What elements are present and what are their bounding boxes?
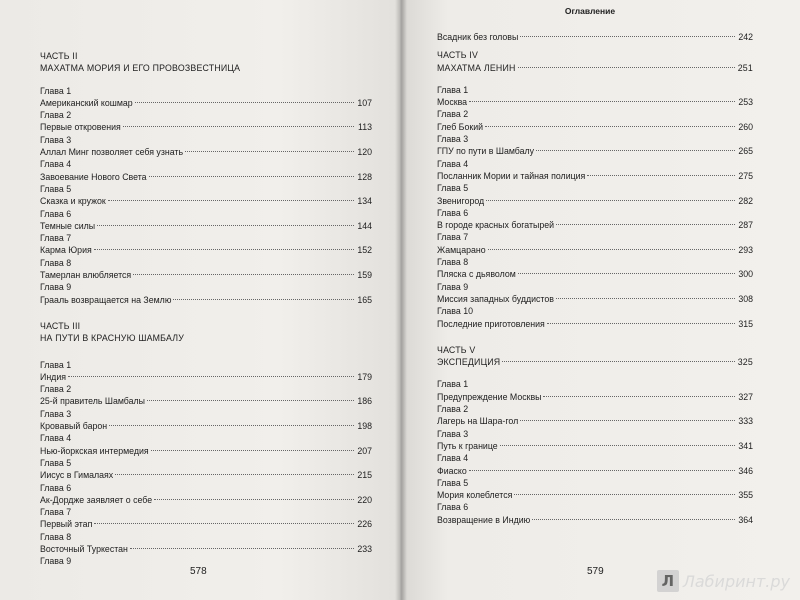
page-number: 275 <box>738 170 753 181</box>
toc-entry <box>40 371 372 383</box>
toc-entry <box>437 145 753 157</box>
page-number: 120 <box>357 147 372 158</box>
toc-entry <box>40 395 372 407</box>
chapter-title: Карма Юрия <box>40 245 92 256</box>
page-number: 207 <box>357 445 372 456</box>
page-number: 300 <box>738 269 753 280</box>
toc-chapter <box>40 183 372 208</box>
chapter-label: Глава 4 <box>40 433 72 444</box>
chapter-label: Глава 1 <box>40 85 72 96</box>
page-number: 325 <box>737 357 753 368</box>
chapter-label: Глава 9 <box>40 282 72 293</box>
page-number: 327 <box>738 391 753 402</box>
toc-part <box>437 49 753 74</box>
toc-chapter <box>40 432 372 457</box>
page-number: 293 <box>738 244 753 255</box>
chapter-label: Глава 10 <box>437 306 473 317</box>
toc-entry <box>40 269 372 281</box>
toc-chapter <box>437 501 753 526</box>
toc-entry <box>437 514 753 526</box>
toc-chapter <box>437 158 753 183</box>
page-number-right: 579 <box>587 566 604 577</box>
chapter-title: Аллал Минг позволяет себя узнать <box>40 147 184 158</box>
chapter-title: 25-й правитель Шамбалы <box>40 396 145 407</box>
toc-entry <box>437 489 753 501</box>
toc-entry <box>437 31 753 43</box>
toc-chapter <box>437 207 753 232</box>
chapter-title: ГПУ по пути в Шамбалу <box>437 146 535 157</box>
chapter-title: Жамцарано <box>437 244 486 255</box>
toc-entry <box>40 220 372 232</box>
chapter-label: Глава 3 <box>437 134 469 145</box>
chapter-title: Завоевание Нового Света <box>40 171 147 182</box>
page-number: 152 <box>357 245 372 256</box>
toc-entry <box>437 465 753 477</box>
page-number: 107 <box>357 97 372 108</box>
toc-chapter <box>40 109 372 134</box>
chapter-label: Глава 6 <box>40 482 72 493</box>
toc-chapter <box>40 85 372 110</box>
toc-chapter <box>40 531 372 556</box>
page-number: 341 <box>738 440 753 451</box>
chapter-label: Глава 6 <box>437 502 469 513</box>
toc-entry <box>437 440 753 452</box>
page-number: 198 <box>357 421 372 432</box>
chapter-title: Первые откровения <box>40 122 121 133</box>
toc-chapter <box>437 477 753 502</box>
chapter-label: Глава 3 <box>40 408 72 419</box>
chapter-label: Глава 9 <box>40 556 72 567</box>
chapter-title: Звенигород <box>437 195 485 206</box>
toc-entry <box>437 96 753 108</box>
toc-entry <box>40 244 372 256</box>
toc-part <box>437 344 753 369</box>
page-number: 179 <box>357 371 372 382</box>
chapter-title: Темные силы <box>40 220 96 231</box>
page-number: 220 <box>357 494 372 505</box>
chapter-title: Индия <box>40 371 66 382</box>
toc-chapter <box>437 182 753 207</box>
page-number: 215 <box>357 470 372 481</box>
toc-chapter <box>40 134 372 159</box>
chapter-label: Глава 7 <box>40 507 72 518</box>
part-title: НА ПУТИ В КРАСНУЮ ШАМБАЛУ <box>40 333 184 344</box>
running-head: Оглавление <box>564 6 616 16</box>
chapter-label: Глава 6 <box>40 208 72 219</box>
chapter-label: Глава 4 <box>437 158 469 169</box>
chapter-title: Мория колеблется <box>437 490 513 501</box>
toc-chapter <box>40 359 372 384</box>
toc-entry <box>437 391 753 403</box>
chapter-label: Глава 5 <box>437 183 469 194</box>
chapter-title: Фиаско <box>437 465 467 476</box>
part-number: ЧАСТЬ III <box>40 320 81 331</box>
chapter-label: Глава 8 <box>40 257 72 268</box>
chapter-title: Ак-Дордже заявляет о себе <box>40 494 153 505</box>
toc-chapter <box>437 428 753 453</box>
page-number: 186 <box>357 396 372 407</box>
toc-entry <box>40 445 372 457</box>
part-number: ЧАСТЬ II <box>40 51 78 61</box>
page-number: 333 <box>738 416 753 427</box>
toc-chapter <box>437 305 753 330</box>
part-number: ЧАСТЬ V <box>437 344 476 355</box>
toc-chapter <box>40 506 372 531</box>
part-title: МАХАТМА ЛЕНИН <box>437 62 516 73</box>
chapter-label: Глава 8 <box>437 257 469 268</box>
page-number-left: 578 <box>190 566 207 577</box>
chapter-label: Глава 5 <box>40 457 72 468</box>
chapter-label: Глава 1 <box>437 379 469 390</box>
toc-chapter <box>40 457 372 482</box>
left-toc-column <box>40 44 372 568</box>
chapter-title: Всадник без головы <box>437 32 519 42</box>
toc-chapter <box>40 281 372 306</box>
chapter-label: Глава 4 <box>40 159 72 170</box>
chapter-title: Пляска с дьяволом <box>437 269 516 280</box>
toc-chapter <box>40 257 372 282</box>
toc-chapter <box>437 403 753 428</box>
part-number: ЧАСТЬ IV <box>437 50 479 61</box>
chapter-title: Миссия западных буддистов <box>437 293 554 304</box>
chapter-title: Первый этап <box>40 519 93 530</box>
page-number: 226 <box>357 519 372 530</box>
toc-entry <box>40 97 372 109</box>
chapter-title: Путь к границе <box>437 440 498 451</box>
toc-chapter <box>437 281 753 306</box>
watermark <box>657 570 790 592</box>
chapter-title: В городе красных богатырей <box>437 220 555 231</box>
chapter-title: Предупреждение Москвы <box>437 391 542 402</box>
toc-chapter <box>40 232 372 257</box>
chapter-title: Посланник Мории и тайная полиция <box>437 170 586 181</box>
chapter-title: Восточный Туркестан <box>40 543 128 554</box>
chapter-title: Нью-йоркская интермедия <box>40 445 149 456</box>
chapter-title: Возвращение в Индию <box>437 514 531 525</box>
chapter-label: Глава 5 <box>437 477 469 488</box>
chapter-label: Глава 2 <box>40 110 72 121</box>
page-number: 134 <box>357 196 372 207</box>
chapter-label: Глава 3 <box>40 134 72 145</box>
toc-chapter <box>40 208 372 233</box>
toc-chapter <box>40 158 372 183</box>
chapter-label: Глава 7 <box>437 232 469 243</box>
page-number: 251 <box>737 62 753 73</box>
chapter-label: Глава 8 <box>40 531 72 542</box>
toc-entry <box>40 420 372 432</box>
toc-entry <box>40 294 372 306</box>
toc-entry <box>437 318 753 330</box>
toc-entry <box>437 62 753 74</box>
toc-entry <box>437 170 753 182</box>
chapter-label: Глава 5 <box>40 183 72 194</box>
page-number: 308 <box>738 293 753 304</box>
toc-entry <box>40 494 372 506</box>
page-number: 159 <box>357 270 372 281</box>
toc-chapter <box>437 108 753 133</box>
toc-chapter <box>40 383 372 408</box>
page-number: 128 <box>357 171 372 182</box>
toc-entry <box>437 356 753 368</box>
chapter-title: Кровавый барон <box>40 421 108 432</box>
toc-entry <box>437 415 753 427</box>
toc-chapter <box>437 231 753 256</box>
toc-chapter <box>437 256 753 281</box>
toc-entry <box>40 121 372 133</box>
toc-part <box>40 320 372 345</box>
toc-chapter <box>437 84 753 109</box>
toc-entry <box>437 195 753 207</box>
page-number: 233 <box>357 543 372 554</box>
chapter-label: Глава 2 <box>40 384 72 395</box>
chapter-title: Москва <box>437 97 468 108</box>
toc-chapter <box>40 408 372 433</box>
chapter-label: Глава 7 <box>40 233 72 244</box>
toc-entry <box>40 195 372 207</box>
right-toc-column <box>437 31 753 526</box>
toc-entry <box>437 121 753 133</box>
page-number: 364 <box>738 514 753 525</box>
toc-chapter <box>40 482 372 507</box>
chapter-label: Глава 6 <box>437 207 469 218</box>
chapter-label: Глава 1 <box>437 84 469 95</box>
page-number: 242 <box>738 32 753 42</box>
toc-entry <box>437 268 753 280</box>
page-number: 165 <box>357 294 372 305</box>
labirint-logo-icon: Л <box>657 570 679 592</box>
toc-part <box>40 50 372 75</box>
page-number: 355 <box>738 490 753 501</box>
page-number: 144 <box>357 220 372 231</box>
toc-entry <box>40 543 372 555</box>
page-number: 346 <box>738 465 753 476</box>
book-gutter <box>395 0 407 600</box>
toc-entry <box>40 518 372 530</box>
page-number: 287 <box>738 220 753 231</box>
chapter-label: Глава 2 <box>437 109 469 120</box>
part-title: МАХАТМА МОРИЯ И ЕГО ПРОВОЗВЕСТНИЦА <box>40 63 241 74</box>
chapter-title: Глеб Бокий <box>437 121 484 132</box>
page-number: 282 <box>738 195 753 206</box>
toc-chapter <box>437 452 753 477</box>
chapter-title: Последние приготовления <box>437 318 545 329</box>
chapter-title: Грааль возвращается на Землю <box>40 294 172 305</box>
chapter-label: Глава 1 <box>40 359 72 370</box>
page-number: 260 <box>738 121 753 132</box>
chapter-title: Лагерь на Шара-гол <box>437 416 519 427</box>
page-number: 315 <box>738 318 753 329</box>
chapter-label: Глава 2 <box>437 404 469 415</box>
chapter-title: Сказка и кружок <box>40 196 106 207</box>
page-number: 253 <box>738 97 753 108</box>
page-number: 265 <box>738 146 753 157</box>
chapter-title: Американский кошмар <box>40 97 133 108</box>
toc-entry <box>40 146 372 158</box>
chapter-title: Иисус в Гималаях <box>40 470 114 481</box>
toc-chapter <box>437 133 753 158</box>
chapter-label: Глава 3 <box>437 428 469 439</box>
chapter-label: Глава 9 <box>437 281 469 292</box>
chapter-label: Глава 4 <box>437 453 469 464</box>
page-number: 113 <box>357 122 372 133</box>
part-title: ЭКСПЕДИЦИЯ <box>437 357 501 368</box>
toc-entry <box>437 293 753 305</box>
toc-entry <box>437 244 753 256</box>
toc-entry <box>40 469 372 481</box>
toc-entry <box>40 171 372 183</box>
watermark-text: Лабиринт.ру <box>682 571 790 591</box>
toc-entry <box>437 219 753 231</box>
chapter-title: Тамерлан влюбляется <box>40 270 132 281</box>
toc-chapter <box>437 378 753 403</box>
